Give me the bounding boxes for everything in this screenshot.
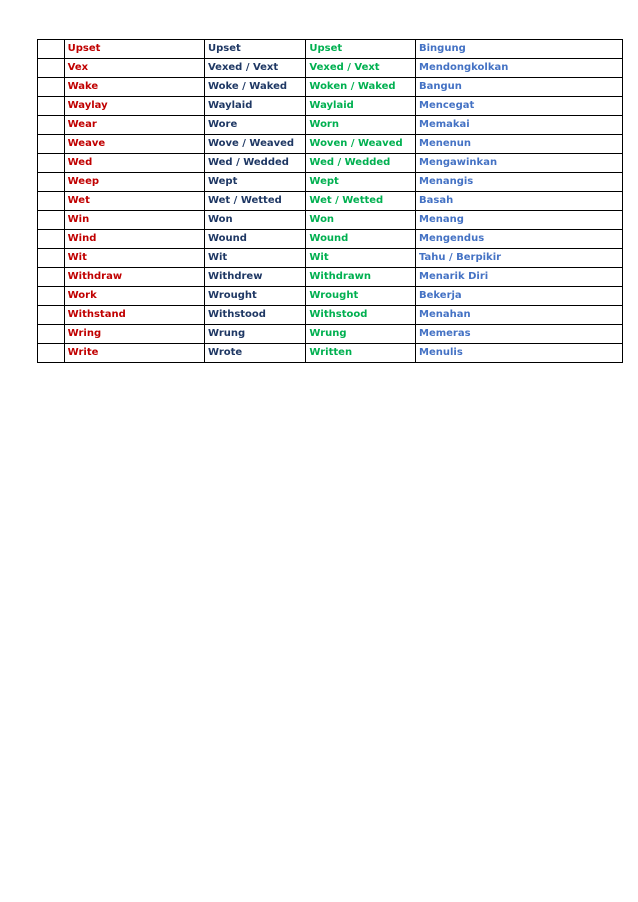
base-form-cell: Weep	[64, 173, 204, 192]
number-cell	[38, 40, 65, 59]
table-row	[38, 306, 623, 325]
number-cell	[38, 230, 65, 249]
base-form-cell: Wind	[64, 230, 204, 249]
table-row	[38, 287, 623, 306]
number-cell	[38, 135, 65, 154]
base-form-cell: Upset	[64, 40, 204, 59]
number-cell	[38, 78, 65, 97]
past-participle-cell: Withstood	[306, 306, 416, 325]
meaning-cell: Basah	[416, 192, 623, 211]
past-participle-cell: Wit	[306, 249, 416, 268]
verb-table-body	[38, 40, 623, 363]
table-row	[38, 40, 623, 59]
table-row	[38, 192, 623, 211]
base-form-cell: Wear	[64, 116, 204, 135]
past-simple-cell: Upset	[204, 40, 305, 59]
number-cell	[38, 249, 65, 268]
table-row	[38, 78, 623, 97]
past-simple-cell: Waylaid	[204, 97, 305, 116]
past-simple-cell: Wrote	[204, 344, 305, 363]
irregular-verbs-table	[37, 39, 623, 363]
meaning-cell: Menangis	[416, 173, 623, 192]
base-form-cell: Wet	[64, 192, 204, 211]
table-row	[38, 135, 623, 154]
past-simple-cell: Withstood	[204, 306, 305, 325]
past-simple-cell: Withdrew	[204, 268, 305, 287]
meaning-cell: Menang	[416, 211, 623, 230]
number-cell	[38, 287, 65, 306]
table-row	[38, 344, 623, 363]
base-form-cell: Waylay	[64, 97, 204, 116]
table-row	[38, 249, 623, 268]
meaning-cell: Bekerja	[416, 287, 623, 306]
meaning-cell: Tahu / Berpikir	[416, 249, 623, 268]
past-participle-cell: Worn	[306, 116, 416, 135]
table-row	[38, 325, 623, 344]
past-simple-cell: Woke / Waked	[204, 78, 305, 97]
meaning-cell: Memakai	[416, 116, 623, 135]
table-row	[38, 59, 623, 78]
past-simple-cell: Wore	[204, 116, 305, 135]
meaning-cell: Menahan	[416, 306, 623, 325]
past-participle-cell: Woven / Weaved	[306, 135, 416, 154]
past-simple-cell: Wed / Wedded	[204, 154, 305, 173]
base-form-cell: Withstand	[64, 306, 204, 325]
number-cell	[38, 59, 65, 78]
past-participle-cell: Won	[306, 211, 416, 230]
base-form-cell: Vex	[64, 59, 204, 78]
meaning-cell: Memeras	[416, 325, 623, 344]
base-form-cell: Wring	[64, 325, 204, 344]
table-row	[38, 173, 623, 192]
past-simple-cell: Wrought	[204, 287, 305, 306]
meaning-cell: Mencegat	[416, 97, 623, 116]
past-participle-cell: Wet / Wetted	[306, 192, 416, 211]
past-participle-cell: Upset	[306, 40, 416, 59]
meaning-cell: Mengawinkan	[416, 154, 623, 173]
base-form-cell: Write	[64, 344, 204, 363]
meaning-cell: Menarik Diri	[416, 268, 623, 287]
past-simple-cell: Wove / Weaved	[204, 135, 305, 154]
past-participle-cell: Woken / Waked	[306, 78, 416, 97]
meaning-cell: Bingung	[416, 40, 623, 59]
past-simple-cell: Wrung	[204, 325, 305, 344]
past-participle-cell: Wound	[306, 230, 416, 249]
number-cell	[38, 192, 65, 211]
number-cell	[38, 344, 65, 363]
table-row	[38, 116, 623, 135]
table-row	[38, 268, 623, 287]
meaning-cell: Bangun	[416, 78, 623, 97]
number-cell	[38, 268, 65, 287]
table-row	[38, 211, 623, 230]
meaning-cell: Menenun	[416, 135, 623, 154]
past-participle-cell: Written	[306, 344, 416, 363]
base-form-cell: Wed	[64, 154, 204, 173]
table-row	[38, 97, 623, 116]
number-cell	[38, 116, 65, 135]
past-participle-cell: Waylaid	[306, 97, 416, 116]
past-simple-cell: Wound	[204, 230, 305, 249]
past-participle-cell: Wrought	[306, 287, 416, 306]
number-cell	[38, 173, 65, 192]
table-row	[38, 230, 623, 249]
past-simple-cell: Wept	[204, 173, 305, 192]
number-cell	[38, 306, 65, 325]
past-participle-cell: Vexed / Vext	[306, 59, 416, 78]
number-cell	[38, 154, 65, 173]
past-participle-cell: Withdrawn	[306, 268, 416, 287]
past-simple-cell: Vexed / Vext	[204, 59, 305, 78]
number-cell	[38, 211, 65, 230]
number-cell	[38, 325, 65, 344]
base-form-cell: Wit	[64, 249, 204, 268]
meaning-cell: Mendongkolkan	[416, 59, 623, 78]
base-form-cell: Wake	[64, 78, 204, 97]
number-cell	[38, 97, 65, 116]
base-form-cell: Work	[64, 287, 204, 306]
past-participle-cell: Wed / Wedded	[306, 154, 416, 173]
meaning-cell: Mengendus	[416, 230, 623, 249]
base-form-cell: Weave	[64, 135, 204, 154]
past-simple-cell: Wit	[204, 249, 305, 268]
past-simple-cell: Wet / Wetted	[204, 192, 305, 211]
past-participle-cell: Wept	[306, 173, 416, 192]
meaning-cell: Menulis	[416, 344, 623, 363]
table-row	[38, 154, 623, 173]
past-participle-cell: Wrung	[306, 325, 416, 344]
base-form-cell: Win	[64, 211, 204, 230]
past-simple-cell: Won	[204, 211, 305, 230]
base-form-cell: Withdraw	[64, 268, 204, 287]
